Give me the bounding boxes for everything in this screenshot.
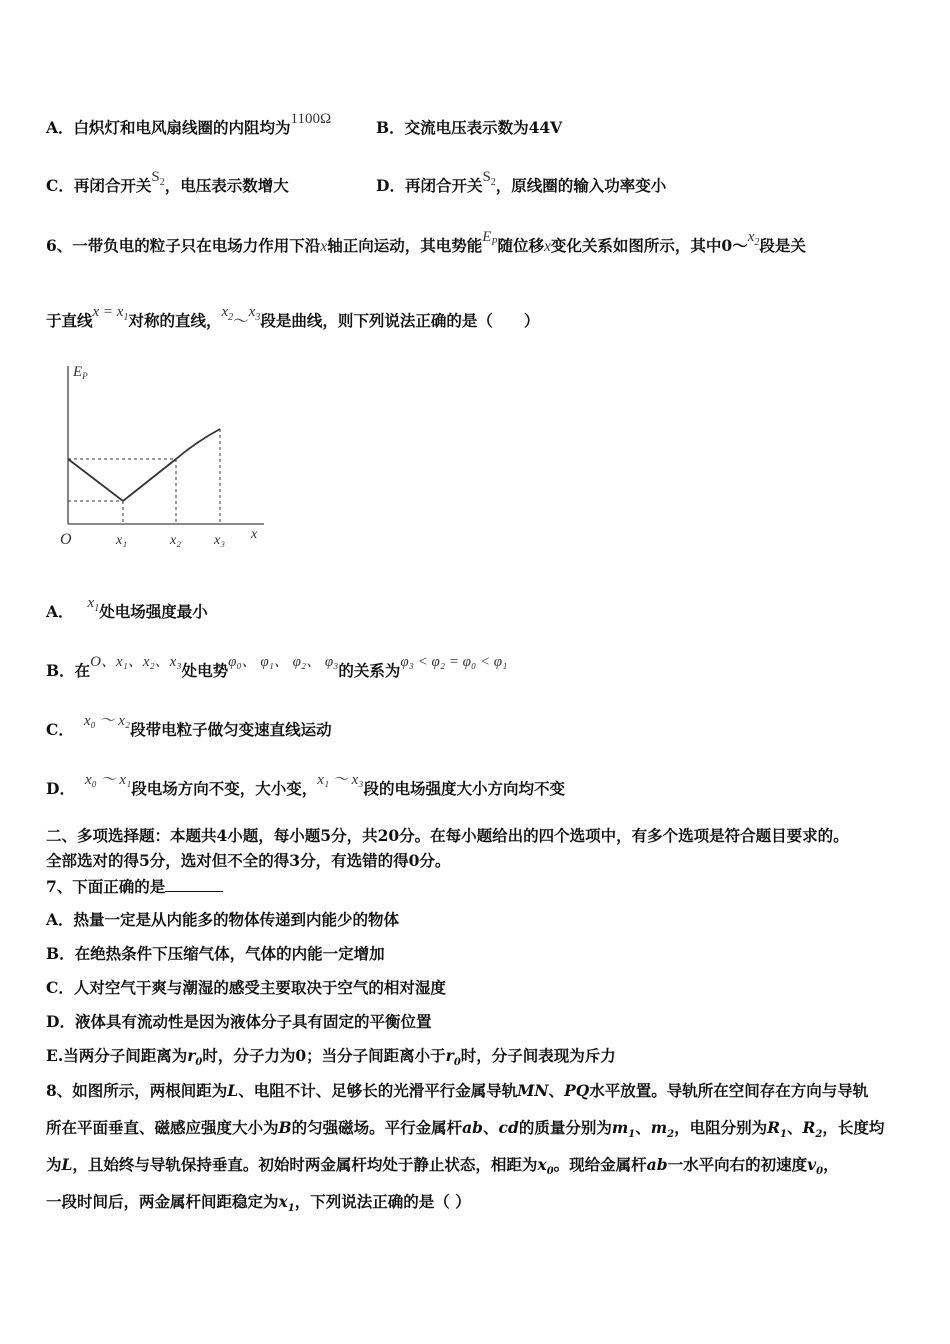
ep-curve [68,429,220,501]
y-axis-label: $E_P$ [73,364,88,381]
q7-option-a: A．热量一定是从内能多的物体传递到内能少的物体 [46,910,400,929]
q7-option-b: B．在绝热条件下压缩气体，气体的内能一定增加 [46,944,385,963]
potential-energy-graph [46,356,276,556]
q7-option-d: D．液体具有流动性是因为液体分子具有固定的平衡位置 [46,1012,432,1031]
section2-instructions-line2: 全部选对的得5分，选对但不全的得3分，有选错的得0分。 [46,851,451,870]
q6-option-a: A． $x_1$处电场强度最小 [46,595,208,621]
q7-option-e: E.当两分子间距离为$r_0$时，分子力为0；当分子间距离小于$r_0$时，分子间表现为斥力 [46,1046,616,1069]
resistance-value: 1100Ω [290,111,332,127]
q6-option-c: C． x₀ ～ x₂段带电粒子做匀变速直线运动 [46,713,332,739]
q6-stem-line1: 6、一带负电的粒子只在电场力作用下沿x轴正向运动，其电势能$E_P$随位移x变化关系如图所示，其中$0\sim x_2$段是关 [46,229,806,255]
q8-stem-line1: 8、如图所示，两根间距为L、电阻不计、足够长的光滑平行金属导轨MN、PQ水平放置。导轨所在空间存在方向与导轨 [46,1081,869,1100]
q8-stem-line4: 一段时间后，两金属杆间距稳定为$x_1$，下列说法正确的是（ ） [46,1192,471,1215]
tick-x1: x₁ [116,533,128,548]
q6-option-d: D． x₀ ～ x₁段电场方向不变，大小变，x₁ ～ x₃段的电场强度大小方向均不变 [46,772,565,798]
tick-x3: x₃ [214,533,226,548]
origin-label: O [60,531,72,548]
q5-option-c: C．再闭合开关$S_2$，电压表示数增大 [46,169,289,195]
x-axis-label: x [251,527,258,542]
q5-option-a: A．白炽灯和电风扇线圈的内阻均为1100Ω [46,111,332,137]
q8-stem-line3: 为L，且始终与导轨保持垂直。初始时两金属杆均处于静止状态，相距为$x_0$。现给金属杆ab一水平向右的初速度$v_0$， [46,1155,839,1178]
q8-stem-line2: 所在平面垂直、磁感应强度大小为B的匀强磁场。平行金属杆ab、cd的质量分别为$m_1$、$m_2$，电阻分别为$R_1$、$R_2$，长度均 [46,1118,885,1141]
q5-option-b: B．交流电压表示数为44V [376,118,563,137]
tick-x2: x₂ [170,533,182,548]
q7-stem: 7、下面正确的是 [46,875,223,897]
section2-instructions-line1: 二、多项选择题：本题共4小题，每小题5分，共20分。在每小题给出的四个选项中，有多个选项是符合题目要求的。 [46,826,849,845]
answer-blank [165,877,223,892]
q6-stem-line2: 于直线$x = x_1$对称的直线，$x_2\sim x_3$段是曲线，则下列说法正确的是（ ） [46,304,540,330]
q5-option-d: D．再闭合开关$S_2$，原线圈的输入功率变小 [376,169,667,195]
q6-option-b: B．在O、x₁、x₂、x₃处电势φ₀、 φ₁、 φ₂、 φ₃的关系为φ₃ < φ₂ = φ₀ < φ₁ [46,654,508,680]
q7-option-c: C．人对空气干爽与潮湿的感受主要取决于空气的相对湿度 [46,978,446,997]
